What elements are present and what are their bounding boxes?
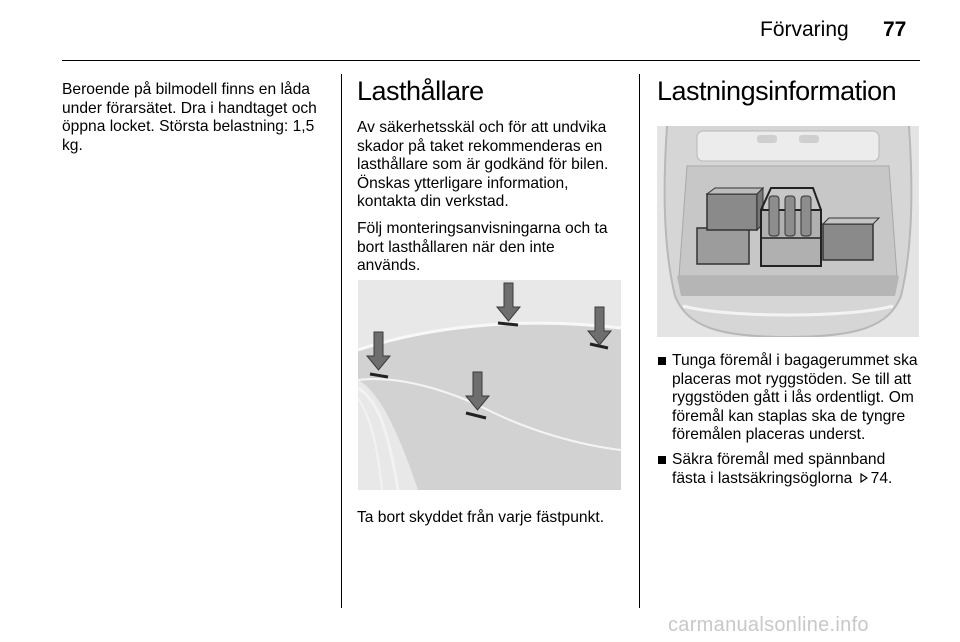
intro-paragraph: Beroende på bilmodell finns en låda under förarsätet. Dra i handtaget och öppna locket. Största belastning: 1,5 kg. bbox=[62, 81, 317, 154]
loading-info-list bbox=[657, 352, 923, 494]
page-number: 77 bbox=[883, 18, 907, 41]
roof-rack-paragraph-2: Följ monteringsanvisningarna och ta bort lasthållaren när den inte används. bbox=[357, 219, 608, 275]
page-reference[interactable]: 74. bbox=[870, 469, 893, 487]
roof-rack-illustration bbox=[358, 280, 621, 490]
bullet-list bbox=[657, 352, 923, 488]
roof-rack-paragraph-1: Av säkerhetsskäl och för att undvika skador på taket rekommenderas en lasthållare som är godkänd för bilen. Önskas ytterligare information, kontakta din verkstad. bbox=[357, 119, 609, 211]
luggage-illustration bbox=[657, 126, 919, 337]
bullet-square-icon bbox=[658, 456, 666, 464]
column-divider-2 bbox=[639, 74, 640, 608]
roof-rack-caption: Ta bort skyddet från varje fästpunkt. bbox=[357, 509, 605, 526]
loading-info-heading: Lastningsinformation bbox=[657, 76, 897, 106]
bullet-text: Tunga föremål i bagagerummet ska placeras mot ryggstöden. Se till att ryggstöden gått i lås ordentligt. Om föremål kan staplas ska de tyngre föremålen placeras underst. bbox=[672, 352, 918, 444]
list-item bbox=[657, 451, 923, 488]
triangle-right-icon bbox=[860, 470, 868, 489]
column-1 bbox=[62, 81, 332, 163]
column-divider-1 bbox=[341, 74, 342, 608]
roof-rack-heading: Lasthållare bbox=[357, 76, 484, 106]
bullet-text: Säkra föremål med spännband fästa i lastsäkringsöglorna bbox=[672, 450, 886, 487]
column-2 bbox=[357, 75, 622, 284]
list-item bbox=[657, 352, 923, 445]
section-title: Förvaring bbox=[760, 18, 849, 41]
bullet-square-icon bbox=[658, 357, 666, 365]
column-3 bbox=[657, 75, 922, 119]
footer-watermark: carmanualsonline.info bbox=[668, 614, 869, 636]
header-rule bbox=[62, 60, 920, 61]
